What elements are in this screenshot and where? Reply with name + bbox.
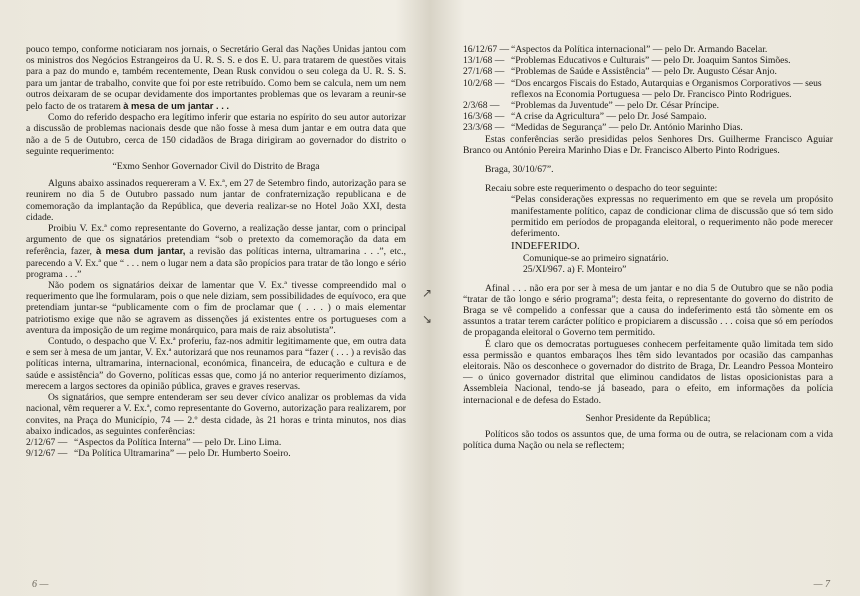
list-item: 23/3/68 — “Medidas de Segurança” — pelo Dr. António Marinho Dias. (463, 122, 743, 134)
left-paragraph-3: Alguns abaixo assinados requereram a V. Ex.ª, em 27 de Setembro findo, autorização para se reunirem no dia 5 de Outubro passado num jantar de confraternização republicana e de comemoração da implantação da República, que deveria realizar-se no Hotel João XXI, desta cidade. (26, 178, 406, 223)
comunique-line: Comunique-se ao primeiro signatário. (523, 253, 669, 265)
right-paragraph-4: É claro que os democratas portugueses conhecem perfeitamente quão limitada tem sido essa permissão e quantos embaraços lhes têm sido levantados por ocasião das campanhas eleitorais. Não os desconhece o governador do distrito de Braga, Dr. Leandro Pessoa Monteiro — o único governador distrital que eliminou candidatos de listas oposicionistas para a Assembleia Nacional, tendo-se já baseado, para o efeito, em informações da polícia internacional e de defesa do Estado. (463, 338, 833, 406)
left-paragraph-4: Proibiu V. Ex.ª como representante do Governo, a realização desse jantar, com o principal argumento de que os signatários pretendiam “sob o pretexto da comemoração da data em referência, fazer, à mesa dum jantar, a revisão das políticas interna, ultramarina . . .”, etc., parecendo a V. Ex.ª que “ . . . nem o lugar nem a data são propícios para tratar de tão longo e sério programa . . .” (26, 223, 406, 280)
margin-mark-icon: ↗ (422, 286, 433, 300)
left-paragraph-6: Contudo, o despacho que V. Ex.ª proferiu, faz-nos admitir legitimamente que, em outra data e sem ser à mesa de um jantar, V. Ex.ª autorizará que nos reunamos para “fazer ( . . . ) a revisão das políticas interna, ultramarina, internacional, económica, financeira, de educação e cultura e de saúde e assistência” do Governo, políticas essas que, como já no anterior requerimento dizíamos, merecem a largos sectores da opinião pública, graves e graves reservas. (26, 336, 406, 392)
left-paragraph-2: Como do referido despacho era legítimo inferir que estaria no espírito do seu autor autorizar a discussão de problemas nacionais desde que não fosse à mesa dum jantar e em outra data que não a de 5 de Outubro, cerca de 150 cidadãos de Braga dirigiram ao governador do distrito o seguinte requerimento: (26, 112, 406, 157)
signature-line: 25/XI/967. a) F. Monteiro” (523, 264, 627, 276)
right-paragraph-1: Estas conferências serão presididas pelos Senhores Drs. Guilherme Francisco Aguiar Branco ou António Pereira Marinho Dias e Dr. Francisco Alberto Pinto Rodrigues. (463, 133, 833, 156)
list-item: 2/12/67 — “Aspectos da Política Interna” — pelo Dr. Lino Lima. (26, 436, 282, 448)
left-page (26, 0, 406, 596)
dateline: Braga, 30/10/67”. (485, 164, 554, 176)
bold-phrase: à mesa dum jantar, (96, 245, 186, 257)
list-item: 2/3/68 — “Problemas da Juventude” — pelo Dr. César Príncipe. (463, 100, 720, 112)
left-paragraph-7: Os signatários, que sempre entenderam ser seu dever cívico analizar os problemas da vida nacional, vêm requerer a V. Ex.ª, como representante do Governo, autorização para realizarem, por convites, na Praça do Município, 74 — 2.º desta cidade, às 21 horas e trinta minutos, nos dias abaixo indicados, as seguintes conferências: (26, 392, 406, 437)
list-item: 16/3/68 — “A crise da Agricultura” — pelo Dr. José Sampaio. (463, 111, 707, 123)
conference-list-left (26, 437, 406, 459)
list-item: 9/12/67 — “Da Política Ultramarina” — pelo Dr. Humberto Soeiro. (26, 448, 291, 460)
list-item: 16/12/67 — “Aspectos da Política internacional” — pelo Dr. Armando Bacelar. (463, 44, 768, 55)
right-paragraph-5: Políticos são todos os assuntos que, de uma forma ou de outra, se relacionam com a vida política duma Nação ou nela se reflectem; (463, 429, 833, 452)
list-item: 27/1/68 — “Problemas de Saúde e Assistência” — pelo Dr. Augusto César Anjo. (463, 66, 777, 78)
right-page (463, 0, 833, 596)
page-number-right: — 7 (813, 579, 830, 590)
margin-mark-icon: ↘ (422, 312, 433, 326)
right-paragraph-2: Recaiu sobre este requerimento o despacho do teor seguinte: (485, 183, 718, 195)
left-heading: “Exmo Senhor Governador Civil do Distrito de Braga (112, 161, 320, 173)
conference-list-right (463, 44, 833, 134)
list-item: 10/2/68 — “Dos encargos Fiscais do Estado, Autarquias e Organismos Corporativos — seus reflexos na Economia Portuguesa — pelo Dr. Francisco Pinto Rodrigues. (463, 77, 822, 100)
dispatch-quote: “Pelas considerações expressas no requerimento em que se revela um propósito manifestamente político, capaz de condicionar clima de discussão que só tem sido permitido em períodos de propaganda eleitoral, o requerimento não pode merecer deferimento. (511, 194, 833, 240)
page-number-left: 6 — (32, 579, 49, 590)
right-heading: Senhor Presidente da República; (585, 412, 711, 424)
indeferido-label: INDEFERIDO. (511, 240, 580, 253)
left-paragraph-5: Não podem os signatários deixar de lamentar que V. Ex.ª tivesse compreendido mal o requerimento que lhe formularam, pois o que nele diziam, sem possibilidades de equívoco, era que pretendiam juntar-se “publicamente com o fim de proclamar que ( . . . ) o mais elementar patriotismo exige que não se agravem as dissenções já existentes entre os portugueses com a aventura da imposição de um regime monárquico, para mais de raiz absolutista”. (26, 280, 406, 336)
bold-phrase: à mesa de um jantar . . . (123, 100, 230, 112)
right-paragraph-3: Afinal . . . não era por ser à mesa de um jantar e no dia 5 de Outubro que se não podia “tratar de tão longo e sério programa”; desta feita, o representante do governo do distrito de Braga se vê compelido a confessar que a causa do indeferimento está tão sòmente em os assuntos a tratar terem carácter político e propiciarem a discussão . . . coisa que só em períodos de propaganda eleitoral o Governo tem permitido. (463, 282, 833, 339)
list-item: 13/1/68 — “Problemas Educativos e Culturais” — pelo Dr. Joaquim Santos Simões. (463, 55, 791, 67)
left-paragraph-1: pouco tempo, conforme noticiaram nos jornais, o Secretário Geral das Nações Unidas jantou com os ministros dos Negócios Estrangeiros da U. R. S. S. e dos E. U. para tratarem de questões vitais para a paz do mundo e, também recentemente, Dean Rusk convidou o seu colega da U. R. S. S. para um jantar de trabalho, convite que foi por este retribuído. Como bem se calcula, nem um nem outros deixaram de se ocupar devidamente dos importantes problemas que os levaram a reunir-se pelo facto de os tratarem à mesa de um jantar . . . (26, 44, 406, 113)
